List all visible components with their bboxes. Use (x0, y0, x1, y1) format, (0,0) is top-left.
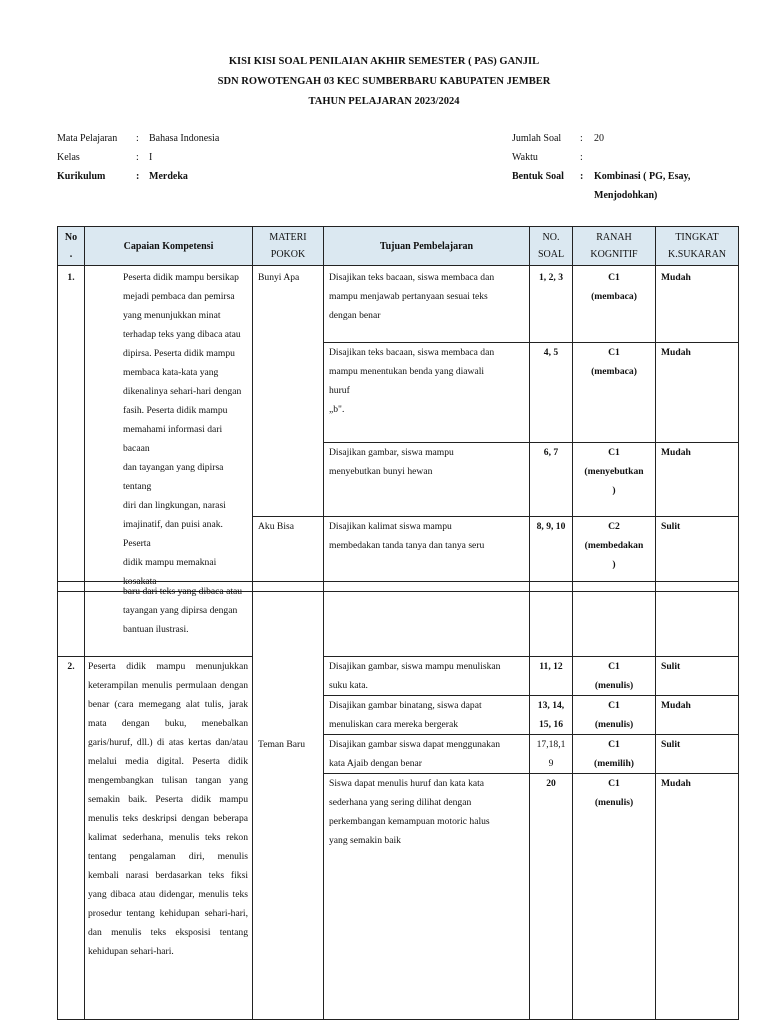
document-title-line-1: KISI KISI SOAL PENILAIAN AKHIR SEMESTER ( PAS) GANJIL (228, 56, 540, 67)
no-soal: 11, 12 (530, 657, 573, 696)
tingkat-kesukaran: Sulit (656, 735, 739, 774)
colon: : (580, 152, 583, 163)
colon: : (136, 133, 139, 144)
colon: : (580, 171, 584, 182)
tingkat-kesukaran: Sulit (656, 657, 739, 696)
kelas-label: Kelas (57, 152, 80, 163)
tingkat-kesukaran: Mudah (656, 343, 739, 442)
tujuan-pembelajaran (324, 582, 530, 657)
materi-pokok: Bunyi Apa (253, 266, 324, 517)
no-soal: 20 (530, 774, 573, 1020)
no-soal: 1, 2, 3 (530, 266, 573, 343)
header-tingkat: TINGKAT K.SUKARAN (656, 227, 739, 266)
tingkat-kesukaran: Mudah (656, 442, 739, 517)
ranah-kognitif: C1 (menulis) (573, 696, 656, 735)
no-soal (530, 582, 573, 657)
row-number (58, 582, 85, 657)
no-soal: 6, 7 (530, 442, 573, 517)
document-title-line-3: TAHUN PELAJARAN 2023/2024 (308, 96, 460, 107)
header-materi: MATERI POKOK (253, 227, 324, 266)
colon: : (136, 171, 140, 182)
table-row (58, 582, 739, 657)
capaian-kompetensi-continued: baru dari teks yang dibaca atau tayangan yang dipirsa dengan bantuan ilustrasi. (85, 582, 253, 657)
kurikulum-label: Kurikulum (57, 171, 106, 182)
header-tujuan: Tujuan Pembelajaran (324, 227, 530, 266)
colon: : (136, 152, 139, 163)
materi-pokok (253, 582, 324, 735)
header-no-soal: NO. SOAL (530, 227, 573, 266)
no-soal: 17,18,1 9 (530, 735, 573, 774)
mapel-value: Bahasa Indonesia (149, 133, 220, 144)
capaian-kompetensi: Peserta didik mampu menunjukkan keterampilan menulis permulaan dengan benar (cara memegang alat tulis, jarak mata dengan buku, menebalkan garis/huruf, dll.) di atas kertas dan/atau melalui media digital. Peserta didik mengembangkan tulisan tangan yang semakin baik. Peserta didik mampu menulis teks deskripsi dengan beberapa kalimat sederhana, menulis teks rekon tentang pengalaman diri, menulis kembali narasi berdasarkan teks fiksi yang dibaca atau didengar, menulis teks prosedur tentang kehidupan sehari-hari, dan menulis teks eksposisi tentang kehidupan sehari-hari. (85, 657, 253, 1020)
tujuan-pembelajaran: Disajikan gambar, siswa mampu menyebutkan bunyi hewan (324, 442, 530, 517)
ranah-kognitif: C1 (menulis) (573, 774, 656, 1020)
tingkat-kesukaran: Sulit (656, 517, 739, 592)
capaian-kompetensi: Peserta didik mampu bersikap mejadi pembaca dan pemirsa yang menunjukkan minat terhadap teks yang dibaca atau dipirsa. Peserta didik mampu membaca kata-kata yang dikenalinya sehari-hari dengan fasih. Peserta didik mampu memahami informasi dari bacaan dan tayangan yang dipirsa tentang diri dan lingkungan, narasi imajinatif, dan puisi anak. Peserta didik mampu memaknai kosakata (85, 266, 253, 592)
tujuan-pembelajaran: Disajikan teks bacaan, siswa membaca dan mampu menentukan benda yang diawali huruf „b". (324, 343, 530, 442)
kisi-kisi-table-continued (57, 581, 739, 1020)
bentuk-soal-label: Bentuk Soal (512, 171, 564, 182)
colon: : (580, 133, 583, 144)
no-soal: 8, 9, 10 (530, 517, 573, 592)
tujuan-pembelajaran: Disajikan teks bacaan, siswa membaca dan mampu menjawab pertanyaan sesuai teks dengan benar (324, 266, 530, 343)
tingkat-kesukaran: Mudah (656, 696, 739, 735)
ranah-kognitif: C1 (memilih) (573, 735, 656, 774)
kisi-kisi-table (57, 226, 739, 592)
no-soal: 13, 14, 15, 16 (530, 696, 573, 735)
row-number: 2. (58, 657, 85, 1020)
tujuan-pembelajaran: Disajikan gambar binatang, siswa dapat menuliskan cara mereka bergerak (324, 696, 530, 735)
table-row (58, 266, 739, 343)
ranah-kognitif: C1 (membaca) (573, 266, 656, 343)
tujuan-pembelajaran: Disajikan kalimat siswa mampu membedakan tanda tanya dan tanya seru (324, 517, 530, 592)
kurikulum-value: Merdeka (149, 171, 188, 182)
tujuan-pembelajaran: Siswa dapat menulis huruf dan kata kata sederhana yang sering dilihat dengan perkembangan kemampuan motoric halus yang semakin baik (324, 774, 530, 1020)
materi-pokok: Teman Baru (253, 735, 324, 1020)
bentuk-soal-value-2: Menjodohkan) (594, 190, 658, 201)
jumlah-soal-value: 20 (594, 133, 604, 144)
tingkat-kesukaran: Mudah (656, 774, 739, 1020)
table-header-row (58, 227, 739, 266)
tujuan-pembelajaran: Disajikan gambar siswa dapat menggunakan kata Ajaib dengan benar (324, 735, 530, 774)
bentuk-soal-value-1: Kombinasi ( PG, Esay, (594, 171, 691, 182)
jumlah-soal-label: Jumlah Soal (512, 133, 562, 144)
header-ranah: RANAH KOGNITIF (573, 227, 656, 266)
materi-pokok: Aku Bisa (253, 517, 324, 592)
row-number: 1. (58, 266, 85, 592)
table-row (58, 657, 739, 696)
ranah-kognitif (573, 582, 656, 657)
header-capaian: Capaian Kompetensi (85, 227, 253, 266)
ranah-kognitif: C2 (membedakan ) (573, 517, 656, 592)
ranah-kognitif: C1 (membaca) (573, 343, 656, 442)
no-soal: 4, 5 (530, 343, 573, 442)
tujuan-pembelajaran: Disajikan gambar, siswa mampu menuliskan suku kata. (324, 657, 530, 696)
tingkat-kesukaran: Mudah (656, 266, 739, 343)
waktu-label: Waktu (512, 152, 538, 163)
ranah-kognitif: C1 (menulis) (573, 657, 656, 696)
kelas-value: I (149, 152, 153, 163)
tingkat-kesukaran (656, 582, 739, 657)
ranah-kognitif: C1 (menyebutkan ) (573, 442, 656, 517)
mapel-label: Mata Pelajaran (57, 133, 118, 144)
document-title-line-2: SDN ROWOTENGAH 03 KEC SUMBERBARU KABUPATEN JEMBER (217, 76, 551, 87)
header-no: No . (58, 227, 85, 266)
